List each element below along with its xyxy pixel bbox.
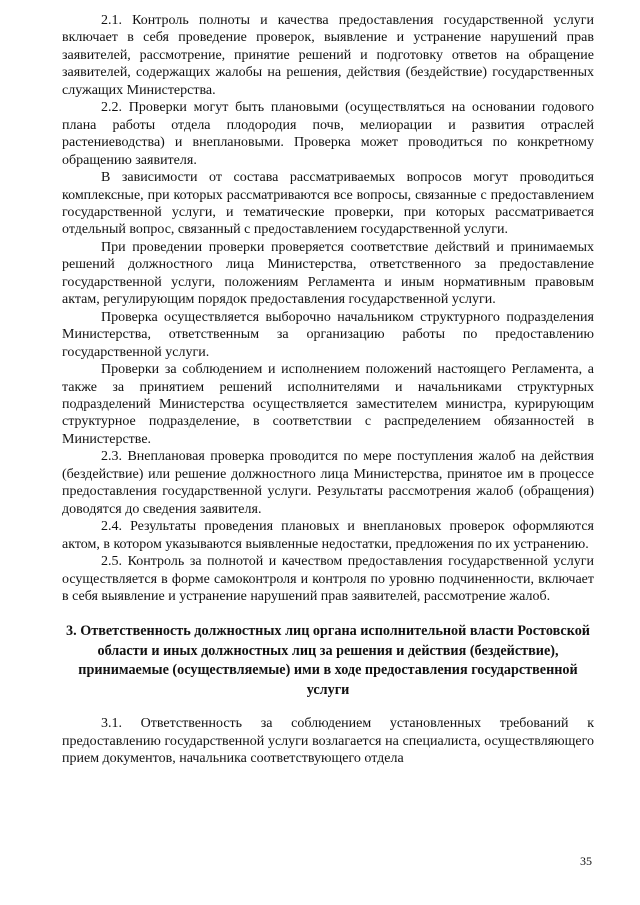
- paragraph-check-oversight: Проверки за соблюдением и исполнением положений настоящего Регламента, а также за принятием решений исполнителями и начальниками структурных подразделений Министерства осуществляется заместителем министра, курирующим структурное подразделение, в соответствии с распределением обязанностей в Министерстве.: [62, 362, 594, 447]
- paragraph-2-3: 2.3. Внеплановая проверка проводится по мере поступления жалоб на действия (бездействие) или решение должностного лица Министерства, принятое им в процессе предоставления государственной услуги. Результаты рассмотрения жалоб (обращения) доводятся до сведения заявителя.: [62, 449, 594, 517]
- paragraph-2-5: 2.5. Контроль за полнотой и качеством предоставления государственной услуги осуществляется в форме самоконтроля и контроля по уровню подчиненности, включает в себя выявление и устранение нарушений прав заявителей, рассмотрение жалоб.: [62, 554, 594, 604]
- paragraph-2-2: 2.2. Проверки могут быть плановыми (осуществляться на основании годового плана работы отдела плодородия почв, мелиорации и развития отраслей растениеводства) и внеплановыми. Проверка может проводиться по конкретному обращению заявителя.: [62, 100, 594, 168]
- section-3-heading: 3. Ответственность должностных лиц органа исполнительной власти Ростовской области и иных должностных лиц за решения и действия (бездействие), принимаемые (осуществляемые) ими в ходе предоставления государственной услуги: [66, 623, 590, 698]
- paragraph-check-performer: Проверка осуществляется выборочно начальником структурного подразделения Министерства, ответственным за организацию работы по предоставлению государственной услуги.: [62, 309, 594, 360]
- paragraph-2-1: 2.1. Контроль полноты и качества предоставления государственной услуги включает в себя проведение проверок, выявление и устранение нарушений прав заявителей, рассмотрение, принятие решений и подготовку ответов на обращение заявителей, содержащих жалобы на решения, действия (бездействие) государственных служащих Министерства.: [62, 13, 594, 98]
- paragraph-check-types: В зависимости от состава рассматриваемых вопросов могут проводиться комплексные, при которых рассматриваются все вопросы, связанные с предоставлением государственной услуги, и тематические проверки, при которых рассматривается отдельный вопрос, связанный с предоставлением государственной услуги.: [62, 170, 594, 238]
- page-number: 35: [580, 854, 592, 868]
- paragraph-2-4: 2.4. Результаты проведения плановых и внеплановых проверок оформляются актом, в котором указываются выявленные недостатки, предложения по их устранению.: [62, 519, 594, 552]
- document-page: [62, 12, 594, 768]
- paragraph-check-scope: При проведении проверки проверяется соответствие действий и принимаемых решений должностного лица Министерства, ответственного за предоставление государственной услуги, положениям Регламента и иным нормативным правовым актам, регулирующим порядок предоставления государственной услуги.: [62, 239, 594, 308]
- paragraph-3-1: 3.1. Ответственность за соблюдением установленных требований к предоставлению государственной услуги возлагается на специалиста, осуществляющего прием документов, начальника соответствующего отдела: [62, 716, 594, 767]
